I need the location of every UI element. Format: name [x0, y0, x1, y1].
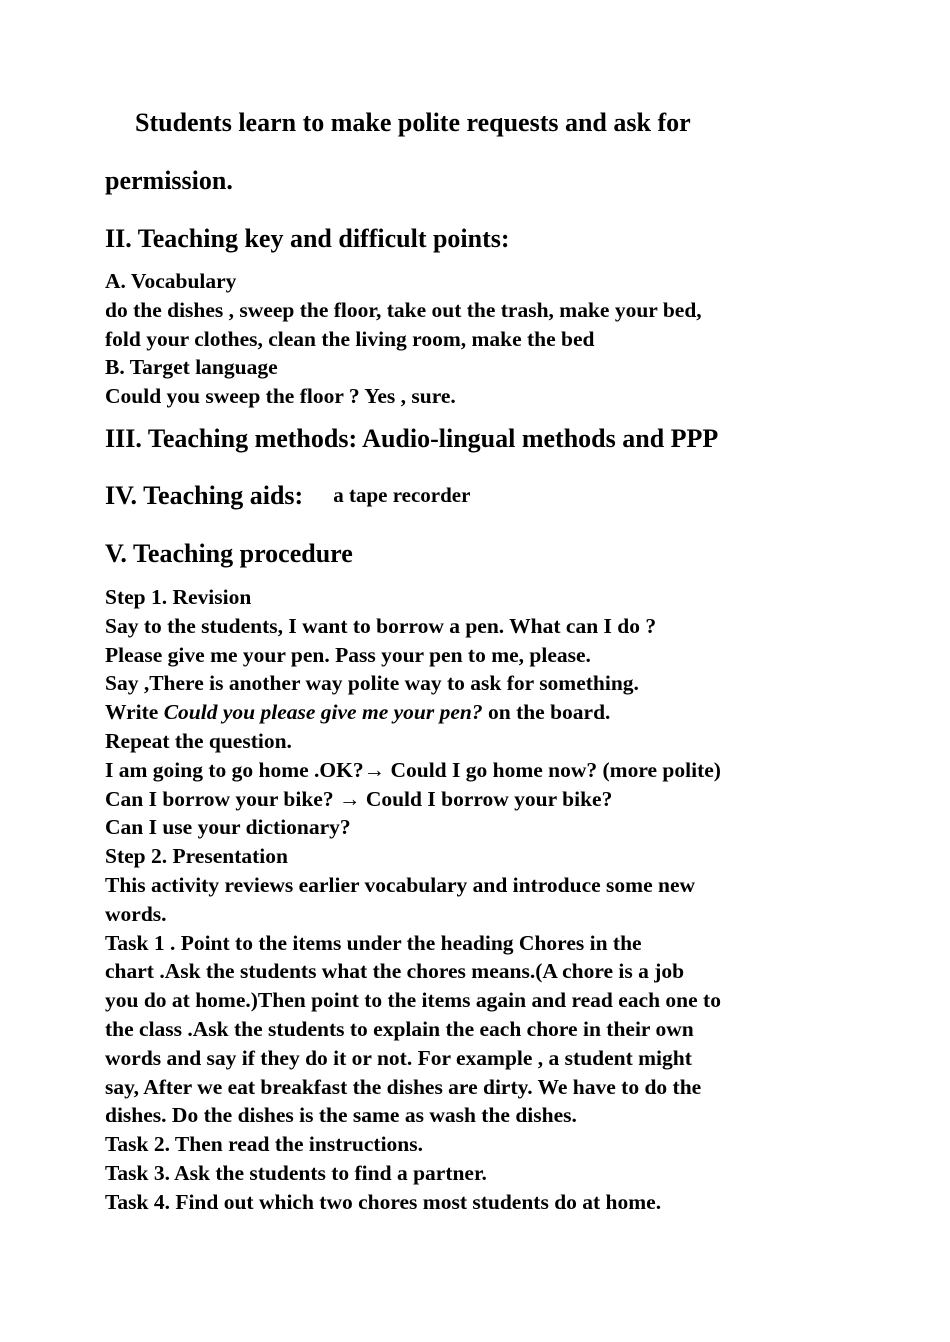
section-heading-methods: III. Teaching methods: Audio-lingual methods and PPP: [105, 424, 719, 453]
write-suffix: on the board.: [482, 700, 611, 725]
vocabulary-heading: A. Vocabulary: [105, 269, 237, 293]
step1-heading: Step 1. Revision: [105, 585, 252, 609]
target-language-heading: B. Target language: [105, 355, 278, 380]
objective-line-2: permission.: [105, 166, 233, 195]
key-points-block: [105, 267, 865, 411]
step2-line: words and say if they do it or not. For example , a student might: [105, 1045, 692, 1070]
aids-label: IV. Teaching aids:: [105, 481, 304, 510]
step2-line: words.: [105, 901, 167, 926]
write-prefix: Write: [105, 700, 164, 725]
objective-line-1: Students learn to make polite requests and ask for: [135, 108, 691, 137]
step2-line: This activity reviews earlier vocabulary and introduce some new: [105, 872, 696, 897]
step2-line: you do at home.)Then point to the items again and read each one to: [105, 988, 721, 1013]
step1-line: Can I use your dictionary?: [105, 815, 351, 840]
write-italic-question: Could you please give me your pen?: [163, 700, 483, 725]
step2-line: Task 4. Find out which two chores most students do at home.: [105, 1189, 662, 1214]
step1-line: Say ,There is another way polite way to ask for something.: [105, 671, 639, 696]
step2-line: Task 1 . Point to the items under the heading Chores in the: [105, 930, 642, 955]
write-line: [105, 698, 865, 727]
step2-line: Task 2. Then read the instructions.: [105, 1132, 423, 1157]
vocabulary-line: fold your clothes, clean the living room, make the bed: [105, 326, 595, 351]
step2-line: say, After we eat breakfast the dishes are dirty. We have to do the: [105, 1074, 702, 1099]
section-heading-procedure: V. Teaching procedure: [105, 539, 353, 568]
procedure-block: [105, 583, 865, 1217]
section-heading-aids: [105, 481, 470, 512]
target-language-line: Could you sweep the floor ? Yes , sure.: [105, 384, 456, 409]
section-heading-key-points: II. Teaching key and difficult points:: [105, 224, 510, 253]
step2-line: Task 3. Ask the students to find a partner.: [105, 1160, 487, 1185]
step1-line: I am going to go home .OK?→ Could I go home now? (more polite): [105, 757, 721, 782]
step1-line: Say to the students, I want to borrow a pen. What can I do ?: [105, 613, 657, 638]
step1-line: Please give me your pen. Pass your pen to me, please.: [105, 642, 591, 667]
step2-line: dishes. Do the dishes is the same as wash the dishes.: [105, 1103, 577, 1128]
aids-value: a tape recorder: [333, 483, 471, 507]
step1-line: Repeat the question.: [105, 728, 292, 753]
step1-line: Can I borrow your bike? → Could I borrow your bike?: [105, 786, 613, 811]
step2-heading: Step 2. Presentation: [105, 844, 288, 869]
step2-line: chart .Ask the students what the chores means.(A chore is a job: [105, 959, 685, 984]
vocabulary-line: do the dishes , sweep the floor, take out the trash, make your bed,: [105, 297, 702, 322]
step2-line: the class .Ask the students to explain the each chore in their own: [105, 1016, 694, 1041]
